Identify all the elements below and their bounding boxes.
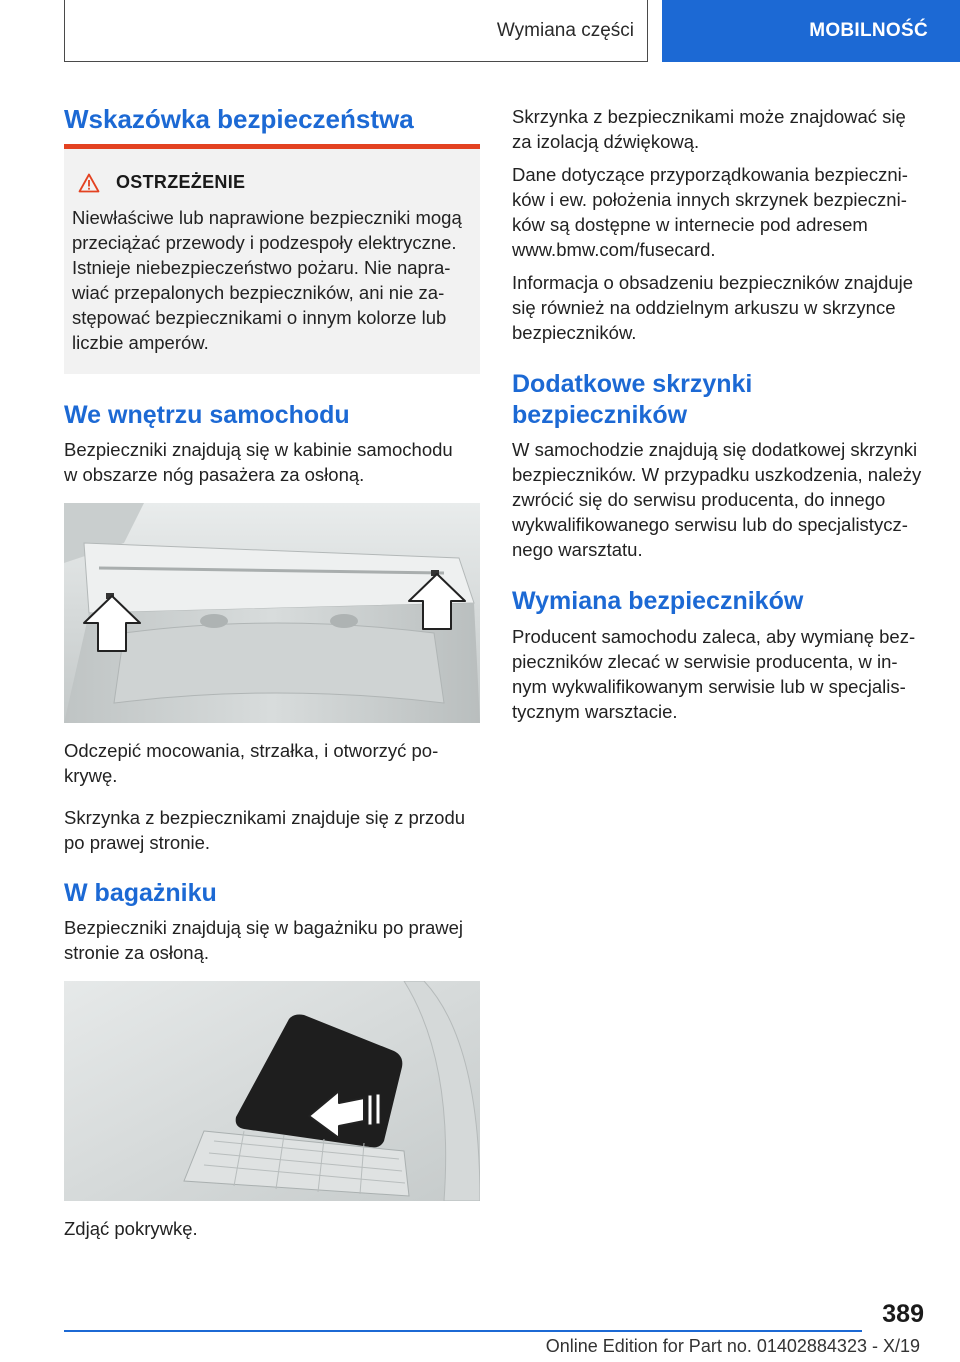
heading-interior: We wnętrzu samochodu [64,401,350,429]
warning-title: OSTRZEŻENIE [116,172,246,192]
text-line: za izolacją dźwiękową. [512,131,700,152]
right-paragraph-insulation [512,104,942,154]
trunk-line: Bezpieczniki znajdują się w bagażniku po prawej [64,917,464,938]
text-line: Dane dotyczące przyporządkowania bezpieczni- [512,164,908,185]
front-location-text [64,805,484,855]
caption-remove-cover [64,1216,198,1241]
text-line: ków są dostępne w internecie pod adresem [512,214,868,235]
text-line: zwrócić się do serwisu producenta, do innego [512,489,886,510]
front-location-line: po prawej stronie. [64,832,211,853]
text-line: Informacja o obsadzeniu bezpieczników znajduje [512,272,914,293]
warning-line: przeciążać przewody i podzespoły elektryczne. [72,232,457,253]
warning-line: liczbie amperów. [72,332,209,353]
caption-detach [64,738,484,788]
caption-line: Odczepić mocowania, strzałka, i otworzyć po- [64,740,439,761]
text-line: nego warsztatu. [512,539,643,560]
trunk-fusebox-photo [64,981,480,1201]
text-line: W samochodzie znajdują się dodatkowej skrzynki [512,439,918,460]
warning-line: Istnieje niebezpieczeństwo pożaru. Nie napra- [72,257,451,278]
text-line: bezpieczników. [512,322,637,343]
text-line: wykwalifikowanego serwisu lub do specjalistycz- [512,514,908,535]
heading-line: Dodatkowe skrzynki [512,370,753,398]
text-line: nym wykwalifikowanym serwisie lub w specjalis- [512,676,906,697]
right-paragraph-sheet [512,270,942,345]
text-line: tycznym warsztacie. [512,701,678,722]
trunk-line: stronie za osłoną. [64,942,210,963]
fusecard-link[interactable]: www.bmw.com/fusecard. [512,239,716,260]
footer-edition-text: Online Edition for Part no. 01402884323 - X/19 [545,1336,920,1356]
header-section-label: Wymiana części [496,20,634,41]
text-line: pieczników zlecać w serwisie producenta, w in- [512,651,898,672]
text-line: bezpieczników. W przypadku uszkodzenia, należy [512,464,922,485]
warning-line: stępować bezpiecznikami o innym kolorze lub [72,307,447,328]
interior-line: Bezpieczniki znajdują się w kabinie samochodu [64,439,453,460]
page-number: 389 [882,1300,924,1328]
trunk-text [64,915,484,965]
heading-fuse-replacement: Wymiana bezpieczników [512,587,804,615]
warning-line: wiać przepalonych bezpieczników, ani nie za- [72,282,445,303]
header-chapter-tab[interactable] [662,0,960,62]
front-location-line: Skrzynka z bezpiecznikami znajduje się z przodu [64,807,466,828]
interior-text [64,437,484,487]
right-paragraph-replacement [512,624,942,724]
right-paragraph-additional [512,437,942,562]
header-section-title [64,0,648,62]
interior-fusebox-photo [64,503,480,723]
caption-remove-cover-text: Zdjąć pokrywkę. [64,1218,198,1239]
footer-divider [64,1330,862,1332]
interior-line: w obszarze nóg pasażera za osłoną. [64,464,365,485]
text-line: Skrzynka z bezpiecznikami może znajdować się [512,106,906,127]
text-line: Producent samochodu zaleca, aby wymianę bez- [512,626,916,647]
heading-safety-note: Wskazówka bezpieczeństwa [64,104,414,134]
warning-text [72,205,476,355]
caption-line: krywę. [64,765,118,786]
warning-title-row [78,172,245,193]
warning-triangle-icon [78,173,100,193]
header-chapter-label: MOBILNOŚĆ [809,20,928,41]
text-line: się również na oddzielnym arkuszu w skrzynce [512,297,896,318]
heading-line: bezpieczników [512,401,688,429]
right-paragraph-assignment [512,162,942,262]
text-line: ków i ew. położenia innych skrzynek bezpieczni- [512,189,907,210]
warning-line: Niewłaściwe lub naprawione bezpieczniki mogą [72,207,462,228]
heading-trunk: W bagażniku [64,879,217,907]
heading-additional-boxes [512,369,752,431]
